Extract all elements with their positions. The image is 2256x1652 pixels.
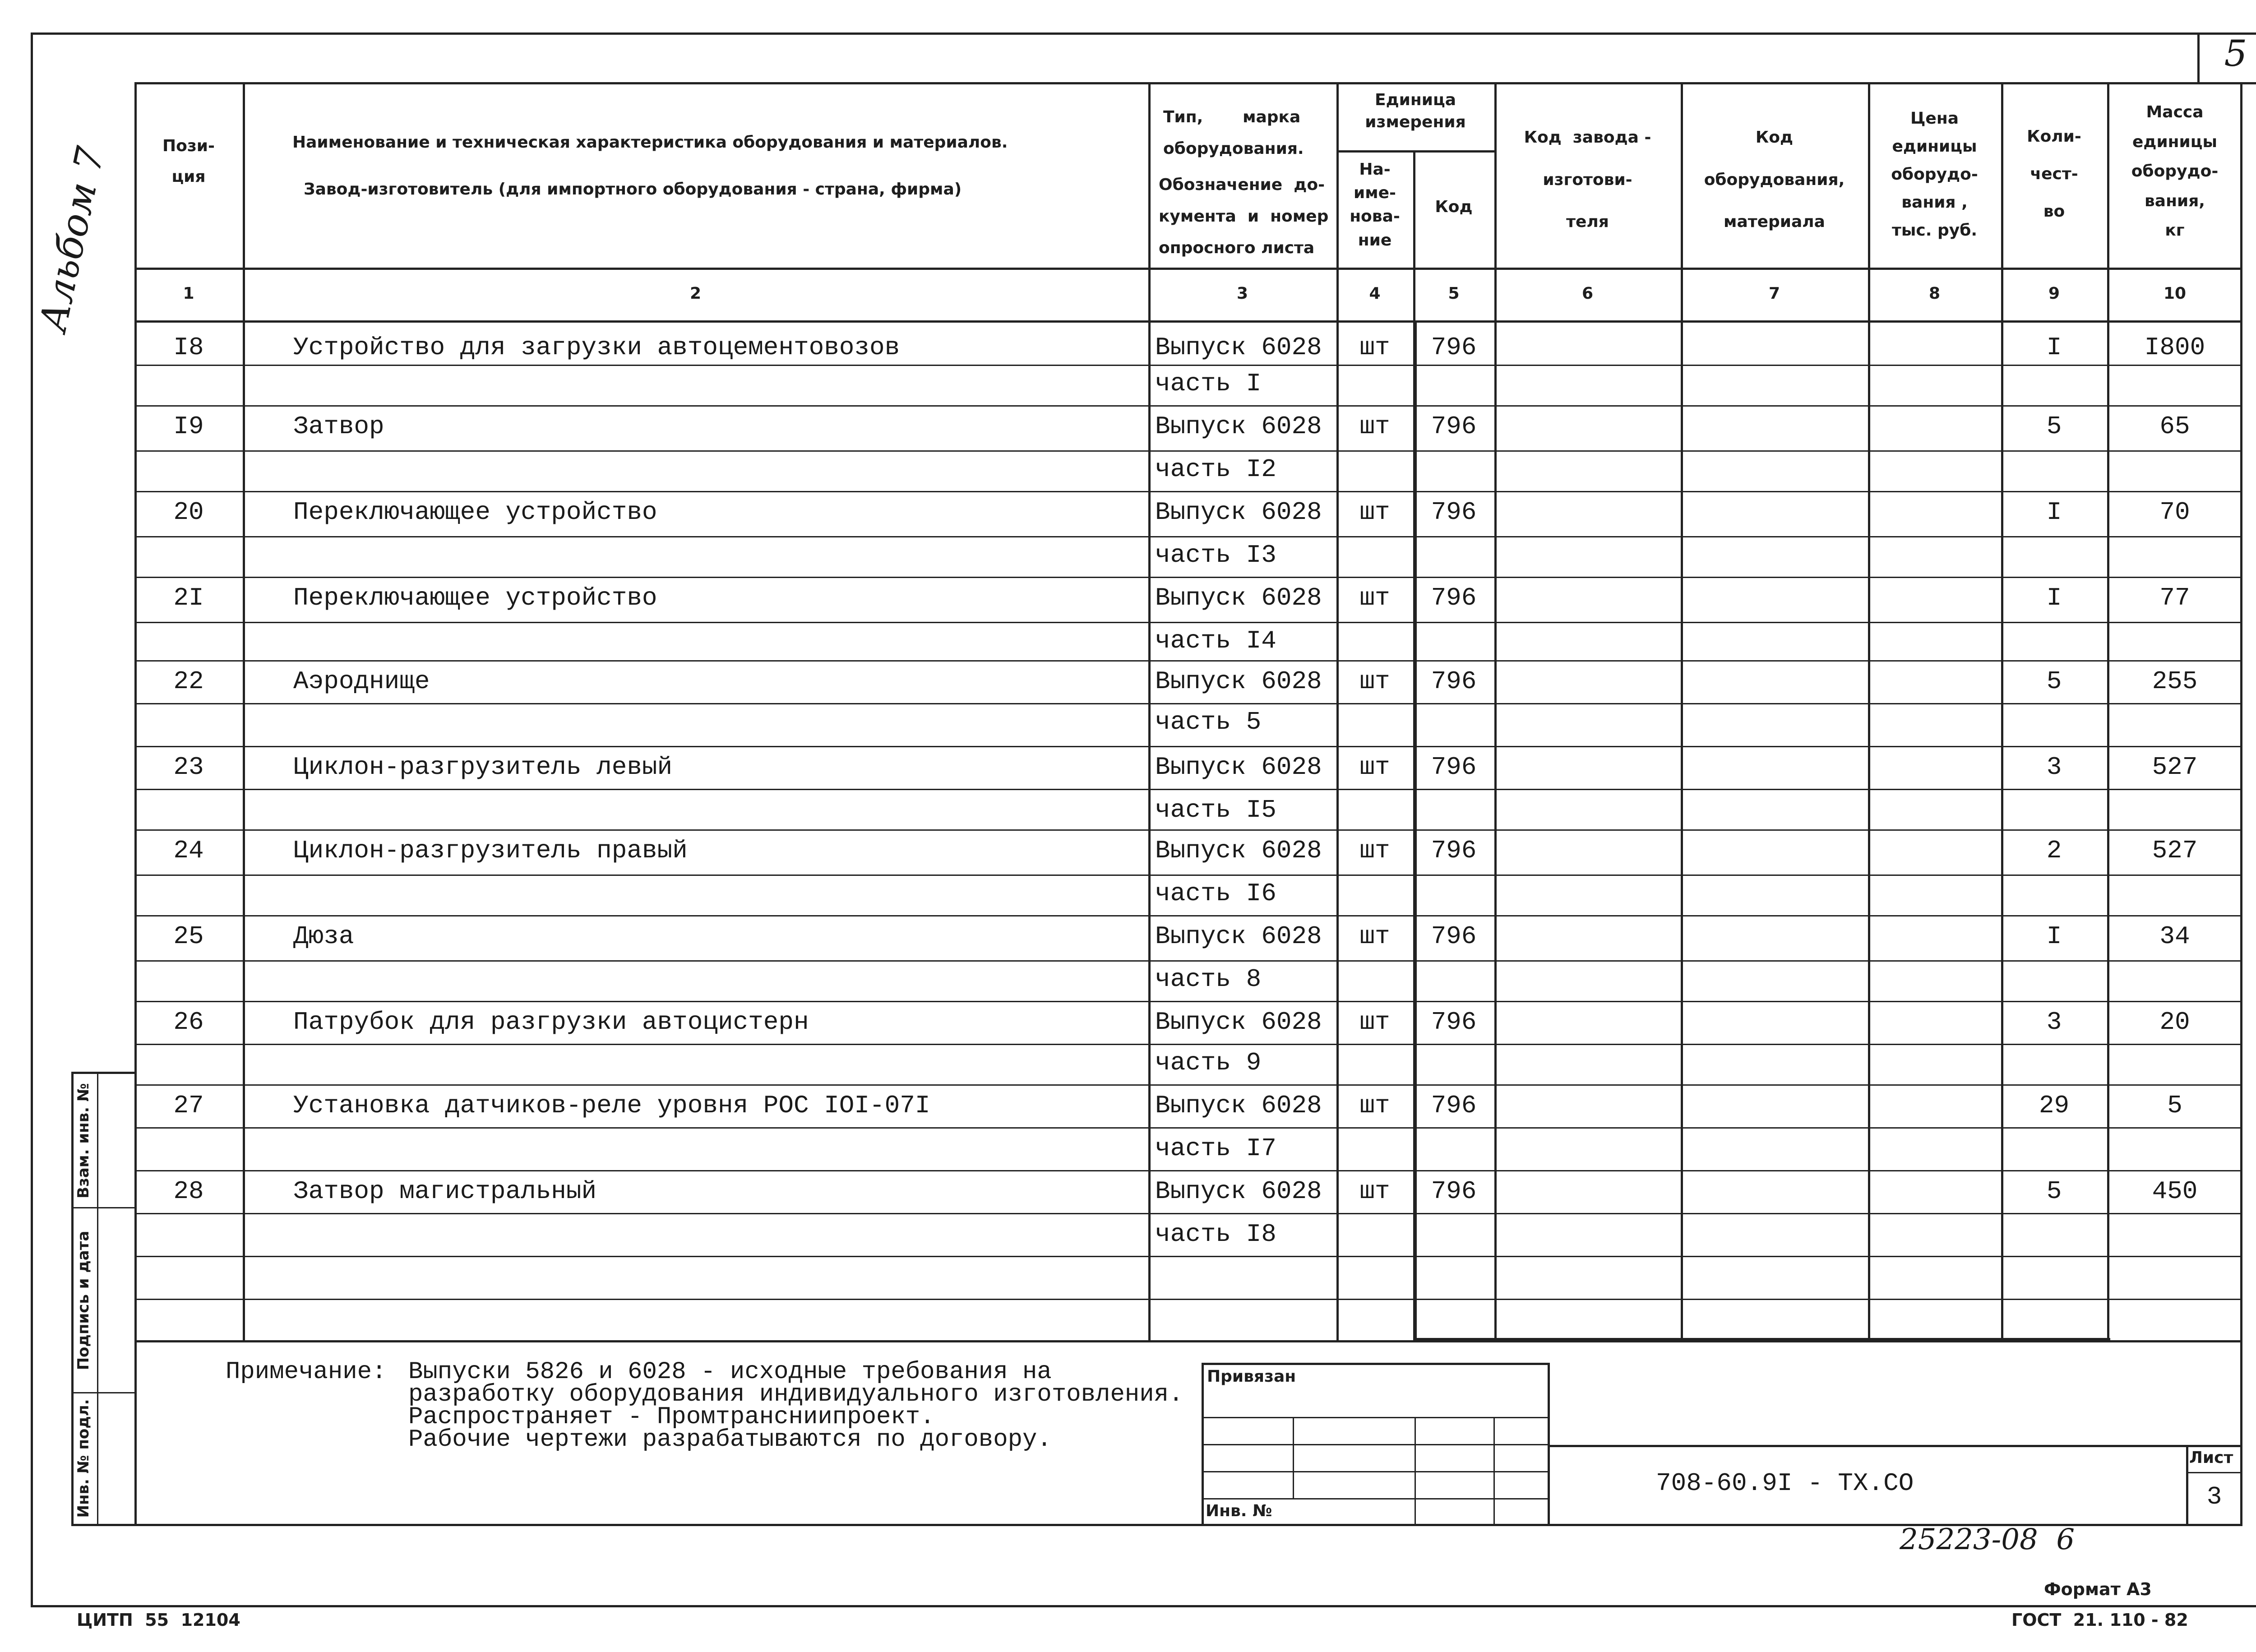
column-number-2: 2: [689, 284, 702, 303]
row-doc-issue: Выпуск 6028: [1155, 1177, 1322, 1206]
doc-code-top-line: [1550, 1445, 2242, 1447]
col-divider-1: [243, 82, 245, 1341]
row-line: [134, 789, 2242, 790]
row-line: [134, 491, 2242, 492]
handwritten-reg-number: 25223-08 6: [1900, 1523, 2075, 1556]
header-col1: Пози- ция: [162, 137, 215, 186]
header-divider: [134, 268, 2242, 270]
side-stamp-inner: [97, 1072, 98, 1526]
row-doc-issue: Выпуск 6028: [1155, 753, 1322, 782]
row-unit-code: 796: [1431, 333, 1477, 362]
row-name: Патрубок для разгрузки автоцистерн: [293, 1008, 809, 1037]
row-line: [134, 660, 2242, 662]
column-number-10: 10: [2163, 284, 2187, 303]
row-unit: шт: [1359, 1177, 1390, 1206]
row-name: Переключающее устройство: [293, 498, 657, 527]
row-quantity: 5: [2046, 412, 2062, 441]
row-mass: 70: [2159, 498, 2190, 527]
row-unit-code: 796: [1431, 836, 1477, 865]
row-doc-part: часть I3: [1155, 541, 1276, 569]
row-unit-code: 796: [1431, 922, 1477, 951]
stamp-inv-number-label: Инв. №: [1206, 1502, 1272, 1520]
row-unit-code: 796: [1431, 667, 1477, 696]
header-col3-line5: опросного листа: [1159, 239, 1315, 257]
row-quantity: 3: [2046, 1008, 2062, 1037]
row-line: [134, 1044, 2242, 1045]
row-doc-part: часть I4: [1155, 626, 1276, 655]
row-line: [134, 1084, 2242, 1086]
row-name: Циклон-разгрузитель правый: [293, 836, 688, 865]
side-stamp-sign-date: Подпись и дата: [74, 1231, 92, 1370]
row-doc-issue: Выпуск 6028: [1155, 1008, 1322, 1037]
col-divider-6: [1681, 82, 1683, 1341]
header-unit-group: Единица измерения: [1365, 91, 1466, 131]
row-unit-code: 796: [1431, 1177, 1477, 1206]
footer-left: ЦИТП 55 12104: [77, 1610, 240, 1630]
album-label: Альбом 7: [31, 143, 113, 335]
row-name: Затвор магистральный: [293, 1177, 597, 1206]
column-number-4: 4: [1369, 284, 1381, 303]
row-position: 2I: [173, 583, 204, 612]
row-unit: шт: [1359, 836, 1390, 865]
row-unit: шт: [1359, 667, 1390, 696]
stamp-linked-label: Привязан: [1207, 1367, 1296, 1386]
row-mass: 77: [2159, 583, 2190, 612]
row-quantity: I: [2046, 498, 2062, 527]
row-mass: 255: [2152, 667, 2198, 696]
col-divider-9: [2107, 82, 2109, 1341]
row-line: [134, 1256, 2242, 1257]
note-line-2: разработку оборудования индивидуального изготовления.: [408, 1381, 1183, 1408]
column-number-6: 6: [1581, 284, 1594, 303]
row-unit: шт: [1359, 333, 1390, 362]
stamp-line: [1202, 1498, 1550, 1499]
row-quantity: 3: [2046, 753, 2062, 782]
row-mass: 5: [2167, 1091, 2182, 1120]
row-doc-part: часть 8: [1155, 965, 1262, 994]
row-unit: шт: [1359, 412, 1390, 441]
header-col3-line1: Тип, марка: [1163, 108, 1301, 126]
header-col3-line3: Обозначение до-: [1159, 176, 1325, 194]
footer-gost: ГОСТ 21. 110 - 82: [2011, 1610, 2188, 1630]
header-col5: Код: [1435, 198, 1473, 216]
sheet-number-divider: [2186, 1472, 2242, 1473]
row-name: Переключающее устройство: [293, 583, 657, 612]
row-quantity: 5: [2046, 667, 2062, 696]
row-position: 28: [173, 1177, 204, 1206]
column-number-9: 9: [2048, 284, 2060, 303]
row-line: [134, 875, 2242, 876]
row-unit: шт: [1359, 753, 1390, 782]
header-col7: Код оборудования, материала: [1704, 128, 1845, 231]
row-doc-part: часть I8: [1155, 1220, 1276, 1249]
row-position: I9: [173, 412, 204, 441]
row-line: [134, 960, 2242, 962]
row-name: Устройство для загрузки автоцементовозов: [293, 333, 900, 362]
row-line: [134, 405, 2242, 407]
row-unit-code: 796: [1431, 412, 1477, 441]
row-position: 22: [173, 667, 204, 696]
header-col4: На- име- нова- ние: [1350, 160, 1400, 250]
row-name: Затвор: [293, 412, 384, 441]
row-doc-issue: Выпуск 6028: [1155, 583, 1322, 612]
row-line: [134, 829, 2242, 831]
row-position: 25: [173, 922, 204, 951]
row-line: [134, 1127, 2242, 1129]
header-col9: Коли- чест- во: [2027, 127, 2081, 221]
col-divider-2: [1148, 82, 1151, 1341]
row-unit-code: 796: [1431, 1091, 1477, 1120]
header-col6: Код завода - изготови- теля: [1524, 128, 1651, 231]
row-line: [134, 1170, 2242, 1171]
row-unit: шт: [1359, 1091, 1390, 1120]
column-number-8: 8: [1928, 284, 1941, 303]
row-doc-part: часть I: [1155, 369, 1262, 398]
row-doc-part: часть I7: [1155, 1134, 1276, 1163]
row-quantity: I: [2046, 333, 2062, 362]
column-number-divider: [134, 320, 2242, 323]
row-unit: шт: [1359, 1008, 1390, 1037]
header-col3-line4: кумента и номер: [1159, 207, 1329, 226]
row-doc-issue: Выпуск 6028: [1155, 498, 1322, 527]
header-col2-line1: Наименование и техническая характеристика оборудования и материалов.: [292, 133, 1008, 152]
row-unit: шт: [1359, 922, 1390, 951]
side-stamp-vzam-inv: Взам. инв. №: [74, 1083, 92, 1199]
row-doc-issue: Выпуск 6028: [1155, 412, 1322, 441]
stamp-line-v: [1415, 1417, 1416, 1526]
row-mass: 527: [2152, 753, 2198, 782]
header-col2-line2: Завод-изготовитель (для импортного оборудования - страна, фирма): [304, 180, 962, 199]
table-body-bottom: [134, 1340, 2242, 1342]
row-name: Циклон-разгрузитель левый: [293, 753, 673, 782]
row-position: I8: [173, 333, 204, 362]
row-mass: 65: [2159, 412, 2190, 441]
row-line: [134, 746, 2242, 747]
sheet-number: 3: [2206, 1482, 2222, 1511]
row-position: 27: [173, 1091, 204, 1120]
row-line: [134, 536, 2242, 537]
row-position: 20: [173, 498, 204, 527]
row-unit-code: 796: [1431, 583, 1477, 612]
row-position: 24: [173, 836, 204, 865]
header-col8: Цена единицы оборудо- вания , тыс. руб.: [1891, 109, 1978, 240]
row-unit-code: 796: [1431, 498, 1477, 527]
note-label: Примечание:: [226, 1358, 387, 1386]
col-divider-3: [1336, 82, 1339, 1341]
row-doc-issue: Выпуск 6028: [1155, 1091, 1322, 1120]
note-line-4: Рабочие чертежи разрабатываются по договору.: [408, 1426, 1052, 1453]
stamp-line-v: [1293, 1417, 1294, 1498]
row-quantity: I: [2046, 922, 2062, 951]
sheet-corner-number: 5: [2224, 32, 2247, 74]
row-line: [134, 365, 2242, 366]
row-line: [134, 450, 2242, 452]
side-stamp-inv-podl: Инв. № подл.: [74, 1399, 92, 1518]
header-col3-line2: оборудования.: [1163, 139, 1304, 158]
col-divider-8: [2001, 82, 2003, 1341]
row-mass: 450: [2152, 1177, 2198, 1206]
footer-format: Формат А3: [2044, 1579, 2152, 1599]
sheet-label: Лист: [2189, 1448, 2233, 1467]
note-line-1: Выпуски 5826 и 6028 - исходные требования на: [408, 1358, 1052, 1386]
row-mass: 527: [2152, 836, 2198, 865]
row-doc-issue: Выпуск 6028: [1155, 667, 1322, 696]
row-unit: шт: [1359, 498, 1390, 527]
row-quantity: 29: [2039, 1091, 2070, 1120]
unit-group-divider: [1336, 150, 1494, 153]
row-doc-issue: Выпуск 6028: [1155, 836, 1322, 865]
row-line: [134, 1299, 2242, 1300]
stamp-line: [1202, 1471, 1550, 1472]
row-name: Установка датчиков-реле уровня РОС IOI-07I: [293, 1091, 930, 1120]
row-mass: 20: [2159, 1008, 2190, 1037]
row-doc-part: часть I6: [1155, 879, 1276, 908]
row-position: 26: [173, 1008, 204, 1037]
row-doc-part: часть 9: [1155, 1048, 1262, 1077]
row-doc-issue: Выпуск 6028: [1155, 922, 1322, 951]
row-line: [134, 622, 2242, 623]
doc-code: 708-60.9I - ТХ.СО: [1656, 1469, 1914, 1498]
row-doc-issue: Выпуск 6028: [1155, 333, 1322, 362]
row-quantity: 2: [2046, 836, 2062, 865]
row-mass: I800: [2144, 333, 2205, 362]
row-name: Аэроднище: [293, 667, 430, 696]
column-number-3: 3: [1236, 284, 1248, 303]
row-unit-code: 796: [1431, 753, 1477, 782]
row-doc-part: часть I2: [1155, 455, 1276, 484]
col-divider-7: [1868, 82, 1870, 1341]
column-number-1: 1: [183, 284, 194, 303]
stamp-line: [1202, 1417, 1550, 1418]
row-doc-part: часть 5: [1155, 708, 1262, 736]
header-col10: Масса единицы оборудо- вания, кг: [2131, 103, 2219, 240]
row-doc-part: часть I5: [1155, 796, 1276, 824]
col-divider-5: [1494, 82, 1497, 1341]
row-quantity: I: [2046, 583, 2062, 612]
row-line: [134, 1001, 2242, 1002]
row-line: [134, 1213, 2242, 1214]
stamp-line: [1202, 1444, 1550, 1445]
column-number-5: 5: [1448, 284, 1460, 303]
row-position: 23: [173, 753, 204, 782]
column-number-7: 7: [1768, 284, 1780, 303]
row-name: Дюза: [293, 922, 354, 951]
row-line: [134, 703, 2242, 704]
row-quantity: 5: [2046, 1177, 2062, 1206]
note-line-3: Распространяет - Промтрансниипроект.: [408, 1403, 935, 1431]
row-mass: 34: [2159, 922, 2190, 951]
row-unit-code: 796: [1431, 1008, 1477, 1037]
stamp-line-v: [1493, 1417, 1495, 1526]
row-line: [134, 915, 2242, 916]
row-line: [134, 577, 2242, 578]
row-unit: шт: [1359, 583, 1390, 612]
